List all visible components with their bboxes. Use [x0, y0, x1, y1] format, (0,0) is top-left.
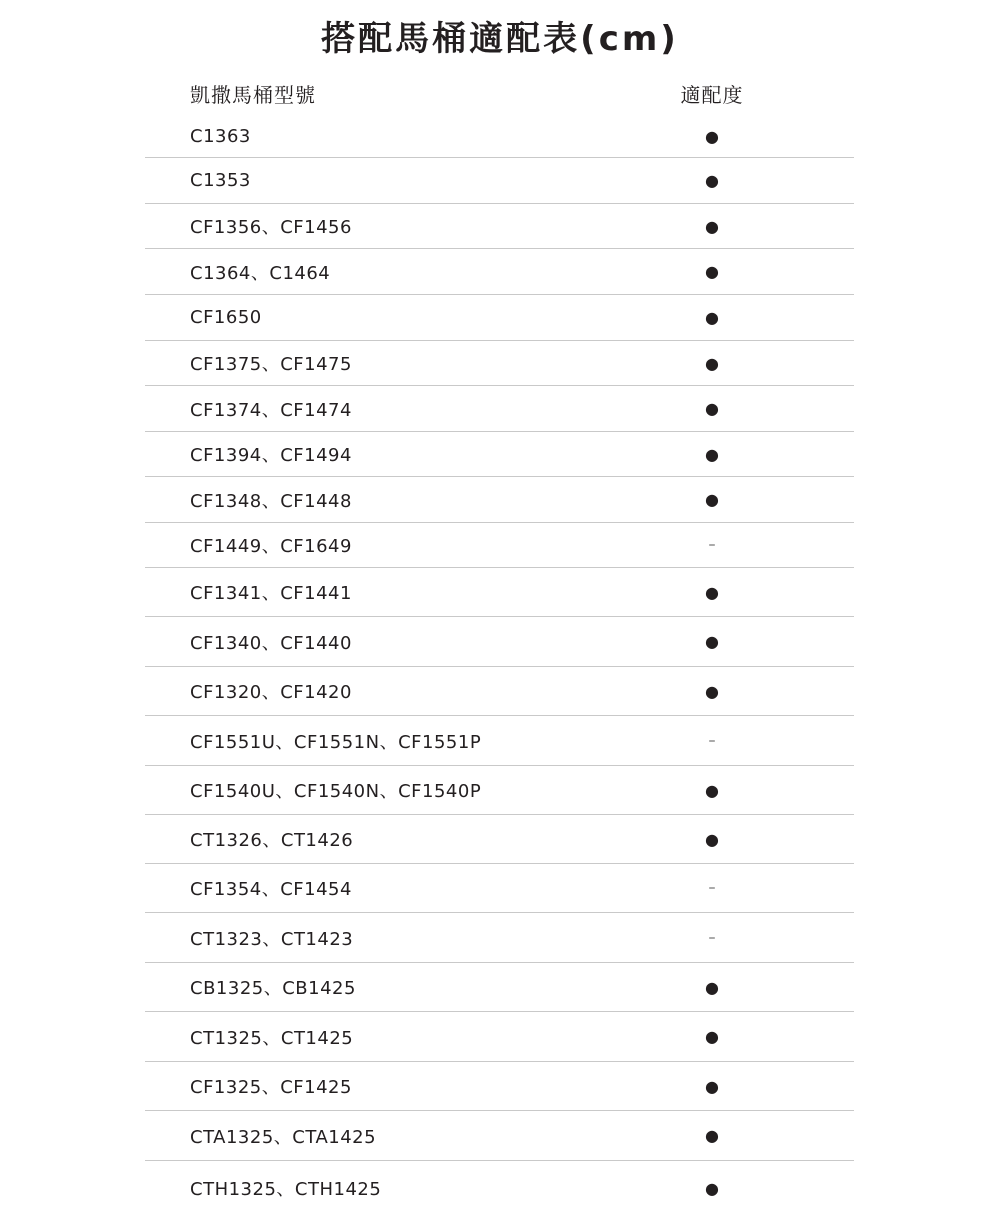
model-cell: CF1320、CF1420 — [190, 682, 352, 703]
model-cell: CF1551U、CF1551N、CF1551P — [190, 731, 482, 753]
fit-dot-icon: ● — [705, 216, 719, 236]
table-row — [145, 523, 854, 568]
model-cell: CT1326、CT1426 — [190, 830, 354, 851]
table-row — [145, 815, 854, 864]
fit-dot-icon: ● — [705, 632, 719, 651]
table-row — [145, 1012, 854, 1062]
header-fit: 適配度 — [680, 83, 744, 107]
table-row — [145, 477, 854, 523]
fit-dot-icon: ● — [705, 681, 719, 701]
fit-dot-icon: ● — [705, 399, 719, 418]
compatibility-table — [145, 74, 854, 1215]
table-row — [145, 204, 854, 249]
table-row — [145, 716, 854, 766]
fit-dot-icon: ● — [705, 262, 719, 281]
fit-dot-icon: ● — [705, 353, 719, 373]
table-row — [145, 568, 854, 617]
table-header — [145, 74, 854, 116]
model-cell: CF1375、CF1475 — [190, 354, 352, 375]
model-cell: CF1540U、CF1540N、CF1540P — [190, 781, 482, 802]
model-cell: CF1348、CF1448 — [190, 490, 352, 512]
fit-dot-icon: ● — [705, 1027, 719, 1046]
table-row — [145, 249, 854, 295]
model-cell: CF1394、CF1494 — [190, 445, 352, 466]
model-cell: CF1374、CF1474 — [190, 399, 352, 421]
model-cell: CT1325、CT1425 — [190, 1027, 354, 1049]
model-cell: CT1323、CT1423 — [190, 928, 354, 950]
model-cell: CF1354、CF1454 — [190, 879, 352, 900]
table-row — [145, 913, 854, 963]
table-body — [145, 116, 854, 1215]
fit-dot-icon: ● — [705, 1076, 719, 1096]
fit-dot-icon: ● — [705, 780, 719, 800]
model-cell: CTH1325、CTH1425 — [190, 1179, 382, 1200]
model-cell: C1363 — [190, 126, 251, 147]
model-cell: CTA1325、CTA1425 — [190, 1126, 377, 1148]
fit-dot-icon: ● — [705, 1178, 719, 1198]
table-row — [145, 158, 854, 204]
fit-dot-icon: ● — [705, 829, 719, 849]
table-row — [145, 617, 854, 667]
fit-dot-icon: ● — [705, 582, 719, 602]
table-row — [145, 295, 854, 341]
fit-dot-icon: ● — [705, 977, 719, 997]
model-cell: CF1650 — [190, 307, 262, 328]
fit-dash-icon: – — [708, 880, 716, 896]
table-row — [145, 766, 854, 815]
fit-dot-icon: ● — [705, 444, 719, 464]
table-row — [145, 1111, 854, 1161]
fit-dash-icon: – — [708, 929, 716, 946]
fit-dash-icon: – — [708, 537, 716, 553]
fit-dot-icon: ● — [705, 127, 719, 146]
table-row — [145, 341, 854, 386]
fit-dot-icon: ● — [705, 308, 719, 327]
model-cell: C1364、C1464 — [190, 262, 331, 284]
table-row — [145, 963, 854, 1012]
fit-dot-icon: ● — [705, 171, 719, 190]
model-cell: CF1341、CF1441 — [190, 583, 352, 604]
fit-dot-icon: ● — [705, 1126, 719, 1145]
model-cell: CB1325、CB1425 — [190, 978, 356, 999]
table-row — [145, 1062, 854, 1111]
table-row — [145, 386, 854, 432]
model-cell: CF1449、CF1649 — [190, 536, 352, 557]
table-row — [145, 116, 854, 158]
model-cell: C1353 — [190, 170, 251, 191]
model-cell: CF1325、CF1425 — [190, 1077, 352, 1098]
table-row — [145, 667, 854, 716]
fit-dash-icon: – — [708, 732, 716, 749]
model-cell: CF1340、CF1440 — [190, 632, 352, 654]
page-title: 搭配馬桶適配表(cm) — [321, 19, 679, 59]
fit-dot-icon: ● — [705, 490, 719, 509]
table-row — [145, 1161, 854, 1215]
table-row — [145, 432, 854, 477]
model-cell: CF1356、CF1456 — [190, 217, 352, 238]
header-model: 凱撒馬桶型號 — [190, 83, 316, 107]
table-row — [145, 864, 854, 913]
